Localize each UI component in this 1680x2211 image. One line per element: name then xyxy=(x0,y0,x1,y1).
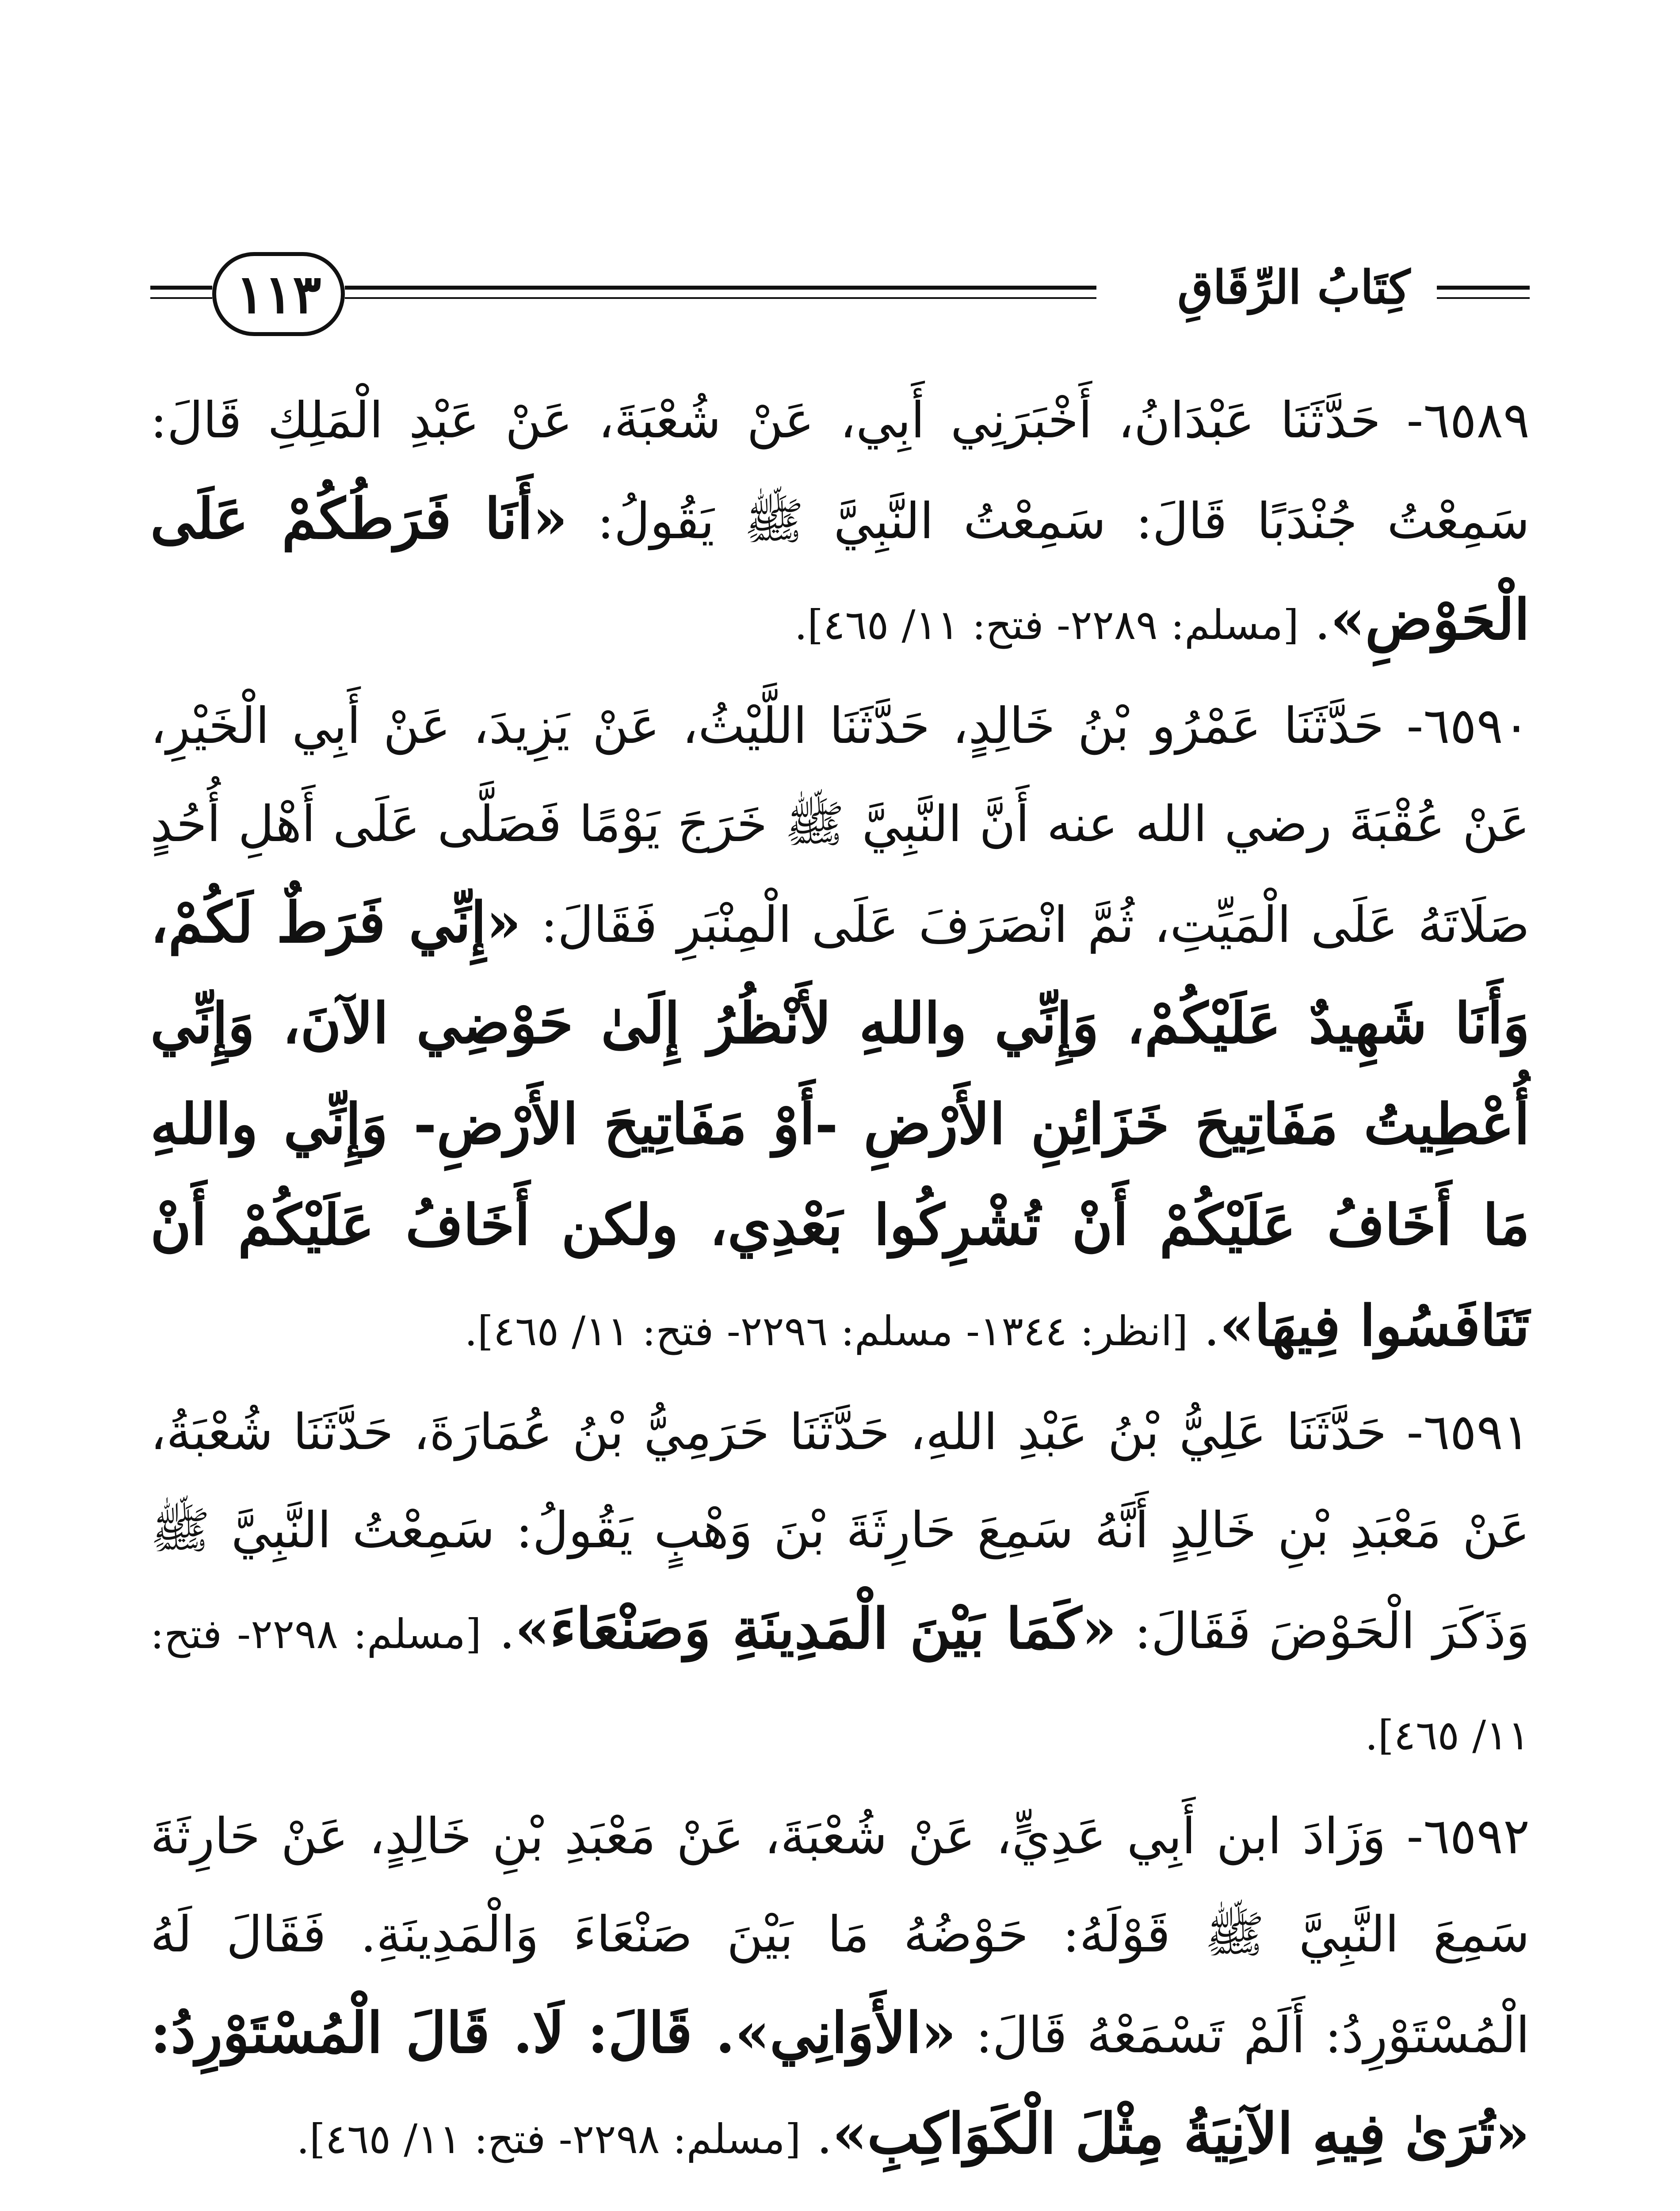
hadith-reference: [انظر: ١٣٤٤- مسلم: ٢٢٩٦- فتح: ١١/ ٤٦٥]. xyxy=(464,1308,1188,1355)
hadith-reference: [مسلم: ٢٢٩٨- فتح: ١١/ ٤٦٥]. xyxy=(296,2115,801,2163)
hadith-quote: «أَنَا فَرَطُكُمْ عَلَى الْحَوْضِ» xyxy=(150,486,1530,652)
hadith-text-body xyxy=(150,371,1530,2211)
hadith-tail: . xyxy=(1298,593,1331,651)
header-rule-middle-thin xyxy=(345,297,1096,299)
hadith-6592 xyxy=(150,1787,1530,2188)
header-rule-right xyxy=(1437,286,1530,290)
header-rule-right-thin xyxy=(1437,297,1530,299)
hadith-6591 xyxy=(150,1383,1530,1785)
hadith-reference: [مسلم: ٢٢٨٩- فتح: ١١/ ٤٦٥]. xyxy=(794,601,1299,649)
hadith-quote: «كَمَا بَيْنَ الْمَدِينَةِ وَصَنْعَاءَ» xyxy=(515,1596,1117,1661)
hadith-6590 xyxy=(150,677,1530,1381)
running-title: كِتَابُ الرِّقَاقِ xyxy=(1160,260,1428,314)
hadith-quote: «الأَوَانِي». قَالَ: لَا. قَالَ الْمُسْتَوْرِدُ: «تُرَىٰ فِيهِ الآنِيَةُ مِثْلَ الْكَوَاكِبِ» xyxy=(150,2000,1530,2166)
page-header xyxy=(150,248,1530,345)
hadith-number: ٦٥٩٠- xyxy=(1406,697,1530,755)
hadith-number: ٦٥٩١- xyxy=(1406,1404,1530,1461)
hadith-tail: . xyxy=(801,2108,832,2165)
page-number: ١١٣ xyxy=(212,252,345,336)
hadith-chain: حَدَّثَنَا عَلِيُّ بْنُ عَبْدِ اللهِ، حَدَّثَنَا حَرَمِيُّ بْنُ عُمَارَةَ، حَدَّثَنَا شُعْبَةُ، عَنْ مَعْبَدِ بْنِ خَالِدٍ أَنَّهُ سَمِعَ حَارِثَةَ بْنَ وَهْبٍ يَقُولُ: سَمِعْتُ النَّبِيَّ ﷺ وَذَكَرَ الْحَوْضَ فَقَالَ: xyxy=(150,1404,1530,1660)
header-rule-left xyxy=(150,286,212,290)
hadith-chain: حَدَّثَنَا عَمْرُو بْنُ خَالِدٍ، حَدَّثَنَا اللَّيْثُ، عَنْ يَزِيدَ، عَنْ أَبِي الْخَيْرِ، عَنْ عُقْبَةَ رضي الله عنه أَنَّ النَّبِيَّ ﷺ خَرَجَ يَوْمًا فَصَلَّى عَلَى أَهْلِ أُحُدٍ صَلَاتَهُ عَلَى الْمَيِّتِ، ثُمَّ انْصَرَفَ عَلَى الْمِنْبَرِ فَقَالَ: xyxy=(150,697,1530,954)
hadith-6589 xyxy=(150,371,1530,674)
hadith-reference: [مسلم: ٢٢٩٨- فتح: ١١/ ٤٦٥]. xyxy=(150,1610,1530,1759)
hadith-quote: «إِنِّي فَرَطٌ لَكُمْ، وَأَنَا شَهِيدٌ عَلَيْكُمْ، وَإِنِّي واللهِ لأَنْظُرُ إِلَىٰ حَوْضِي الآنَ، وَإِنِّي أُعْطِيتُ مَفَاتِيحَ خَزَائِنِ الأَرْضِ -أَوْ مَفَاتِيحَ الأَرْضِ- وَإِنِّي واللهِ مَا أَخَافُ عَلَيْكُمْ أَنْ تُشْرِكُوا بَعْدِي، ولكن أَخَافُ عَلَيْكُمْ أَنْ تَنَافَسُوا فِيهَا» xyxy=(150,890,1530,1358)
header-rule-middle xyxy=(345,286,1096,290)
hadith-tail: . xyxy=(1188,1300,1220,1357)
header-rule-left-thin xyxy=(150,297,212,299)
hadith-chain: وَزَادَ ابن أَبِي عَدِيٍّ، عَنْ شُعْبَةَ، عَنْ مَعْبَدِ بْنِ خَالِدٍ، عَنْ حَارِثَةَ سَمِعَ النَّبِيَّ ﷺ قَوْلَهُ: حَوْضُهُ مَا بَيْنَ صَنْعَاءَ وَالْمَدِينَةِ. فَقَالَ لَهُ الْمُسْتَوْرِدُ: أَلَمْ تَسْمَعْهُ قَالَ: xyxy=(150,1808,1530,2064)
book-page xyxy=(150,221,1530,2211)
hadith-number: ٦٥٩٢- xyxy=(1406,1808,1530,1865)
hadith-number: ٦٥٨٩- xyxy=(1406,392,1530,449)
hadith-chain: حَدَّثَنَا عَبْدَانُ، أَخْبَرَنِي أَبِي، عَنْ شُعْبَةَ، عَنْ عَبْدِ الْمَلِكِ قَالَ: سَمِعْتُ جُنْدَبًا قَالَ: سَمِعْتُ النَّبِيَّ ﷺ يَقُولُ: xyxy=(150,392,1530,550)
hadith-6593 xyxy=(150,2191,1530,2211)
hadith-tail: . xyxy=(481,1603,515,1660)
